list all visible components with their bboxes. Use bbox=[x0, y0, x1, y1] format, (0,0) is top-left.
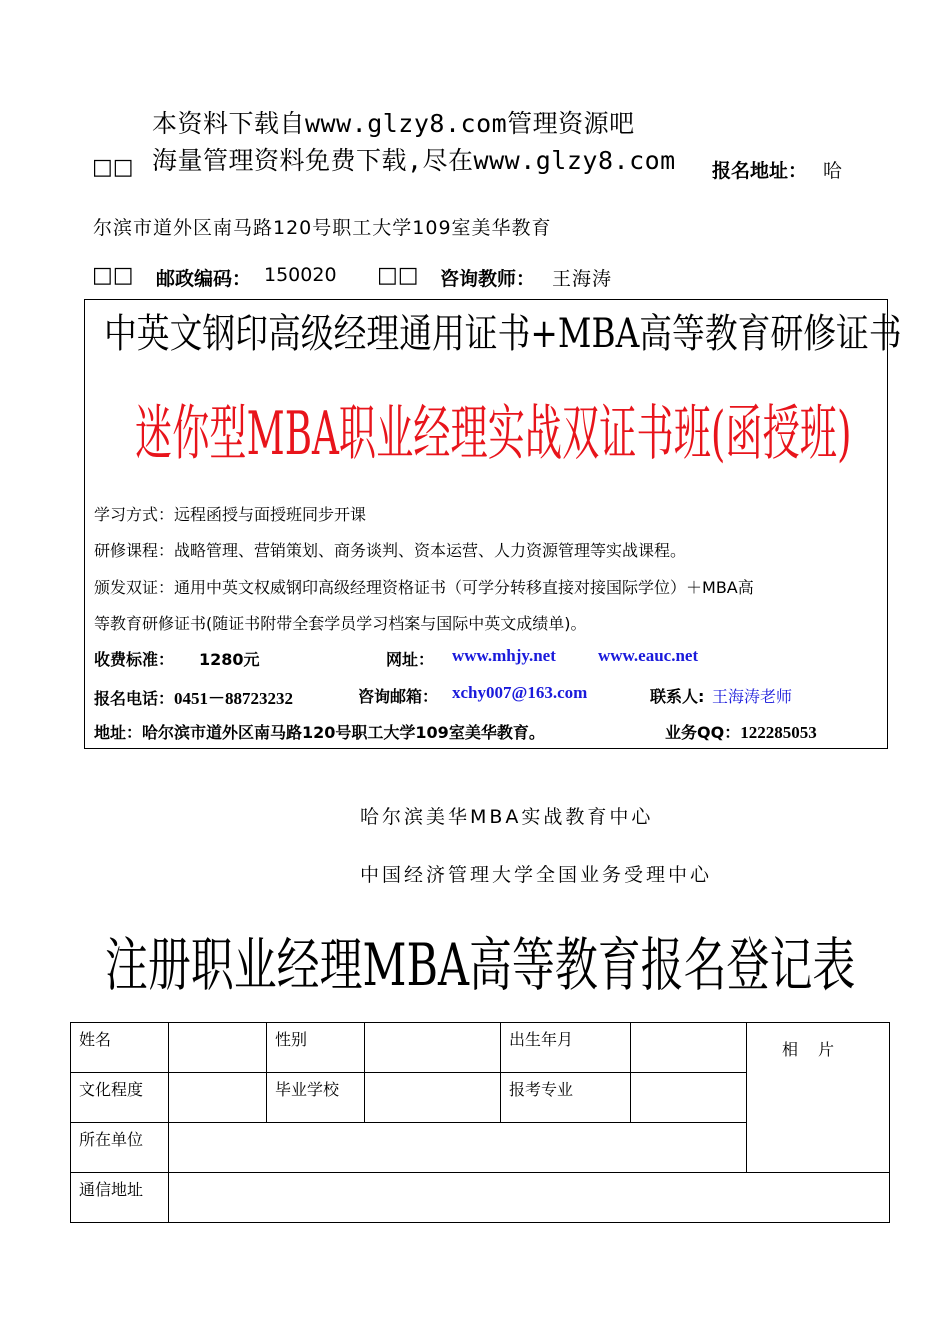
address-row-value: 哈尔滨市道外区南马路120号职工大学109室美华教育。 bbox=[142, 723, 545, 742]
phone-value: 0451－88723232 bbox=[174, 689, 294, 708]
school-field[interactable] bbox=[365, 1073, 501, 1123]
unit-label: 所在单位 bbox=[71, 1123, 169, 1173]
placeholder-squares: □□ bbox=[92, 155, 134, 180]
phone-row bbox=[94, 684, 293, 709]
center-name-1: 哈尔滨美华MBA实战教育中心 bbox=[360, 806, 654, 828]
birth-field[interactable] bbox=[631, 1023, 747, 1073]
qq-value: 122285053 bbox=[740, 723, 817, 742]
unit-field[interactable] bbox=[169, 1123, 747, 1173]
contact-label: 联系人: bbox=[650, 687, 705, 706]
study-label: 学习方式： bbox=[94, 505, 175, 524]
study-value: 远程函授与面授班同步开课 bbox=[174, 505, 367, 524]
qq-label: 业务QQ： bbox=[665, 723, 741, 742]
course-row bbox=[94, 538, 686, 561]
postcode-label: 邮政编码： bbox=[156, 268, 252, 290]
mail-address-label: 通信地址 bbox=[71, 1173, 169, 1223]
course-value: 战略管理、营销策划、商务谈判、资本运营、人力资源管理等实战课程。 bbox=[174, 541, 687, 560]
contact-name: 王海涛老师 bbox=[712, 687, 793, 706]
table-row bbox=[71, 1023, 890, 1073]
cert-value: 通用中英文权威钢印高级经理资格证书（可学分转移直接对接国际学位）＋MBA高 bbox=[174, 578, 754, 597]
study-row bbox=[94, 502, 366, 525]
fee-value: 1280元 bbox=[199, 650, 260, 669]
course-title: 迷你型MBA职业经理实战双证书班(函授班) bbox=[135, 399, 852, 469]
teacher-label: 咨询教师： bbox=[440, 268, 536, 290]
qq-row bbox=[665, 720, 817, 743]
birth-label: 出生年月 bbox=[501, 1023, 631, 1073]
email-label: 咨询邮箱： bbox=[358, 687, 439, 706]
fee-label: 收费标准： bbox=[94, 650, 175, 669]
postcode-value: 150020 bbox=[264, 264, 337, 286]
cert-row bbox=[94, 575, 754, 598]
gender-field[interactable] bbox=[365, 1023, 501, 1073]
center-name-2: 中国经济管理大学全国业务受理中心 bbox=[360, 864, 713, 886]
education-field[interactable] bbox=[169, 1073, 267, 1123]
phone-label: 报名电话： bbox=[94, 689, 175, 708]
photo-cell: 相片 bbox=[747, 1023, 890, 1173]
form-title: 注册职业经理MBA高等教育报名登记表 bbox=[105, 931, 856, 999]
watermark-line-1: 本资料下载自www.glzy8.com管理资源吧 bbox=[152, 109, 635, 138]
placeholder-squares: □□ bbox=[377, 263, 419, 288]
education-label: 文化程度 bbox=[71, 1073, 169, 1123]
gender-label: 性别 bbox=[267, 1023, 365, 1073]
teacher-name: 王海涛 bbox=[552, 268, 613, 290]
email-link[interactable]: xchy007@163.com bbox=[452, 683, 588, 702]
certificate-title: 中英文钢印高级经理通用证书+MBA高等教育研修证书 bbox=[104, 311, 902, 357]
address-text: 尔滨市道外区南马路120号职工大学109室美华教育 bbox=[93, 217, 552, 239]
placeholder-squares: □□ bbox=[92, 263, 134, 288]
course-label: 研修课程： bbox=[94, 541, 175, 560]
website-link-1[interactable]: www.mhjy.net bbox=[452, 646, 556, 665]
name-field[interactable] bbox=[169, 1023, 267, 1073]
address-row-label: 地址： bbox=[94, 723, 143, 742]
address-label: 报名地址： bbox=[712, 160, 808, 182]
address-row bbox=[94, 720, 545, 743]
registration-form-table bbox=[70, 1022, 890, 1223]
school-label: 毕业学校 bbox=[267, 1073, 365, 1123]
website-link-2[interactable]: www.eauc.net bbox=[598, 646, 699, 665]
major-field[interactable] bbox=[631, 1073, 747, 1123]
watermark-line-2: 海量管理资料免费下载,尽在www.glzy8.com bbox=[152, 146, 676, 175]
mail-address-field[interactable] bbox=[169, 1173, 890, 1223]
name-label: 姓名 bbox=[71, 1023, 169, 1073]
table-row bbox=[71, 1173, 890, 1223]
website-label: 网址： bbox=[386, 650, 435, 669]
cert-row-2: 等教育研修证书(随证书附带全套学员学习档案与国际中英文成绩单)。 bbox=[94, 614, 587, 633]
address-head: 哈 bbox=[823, 160, 844, 182]
major-label: 报考专业 bbox=[501, 1073, 631, 1123]
cert-label: 颁发双证： bbox=[94, 578, 175, 597]
